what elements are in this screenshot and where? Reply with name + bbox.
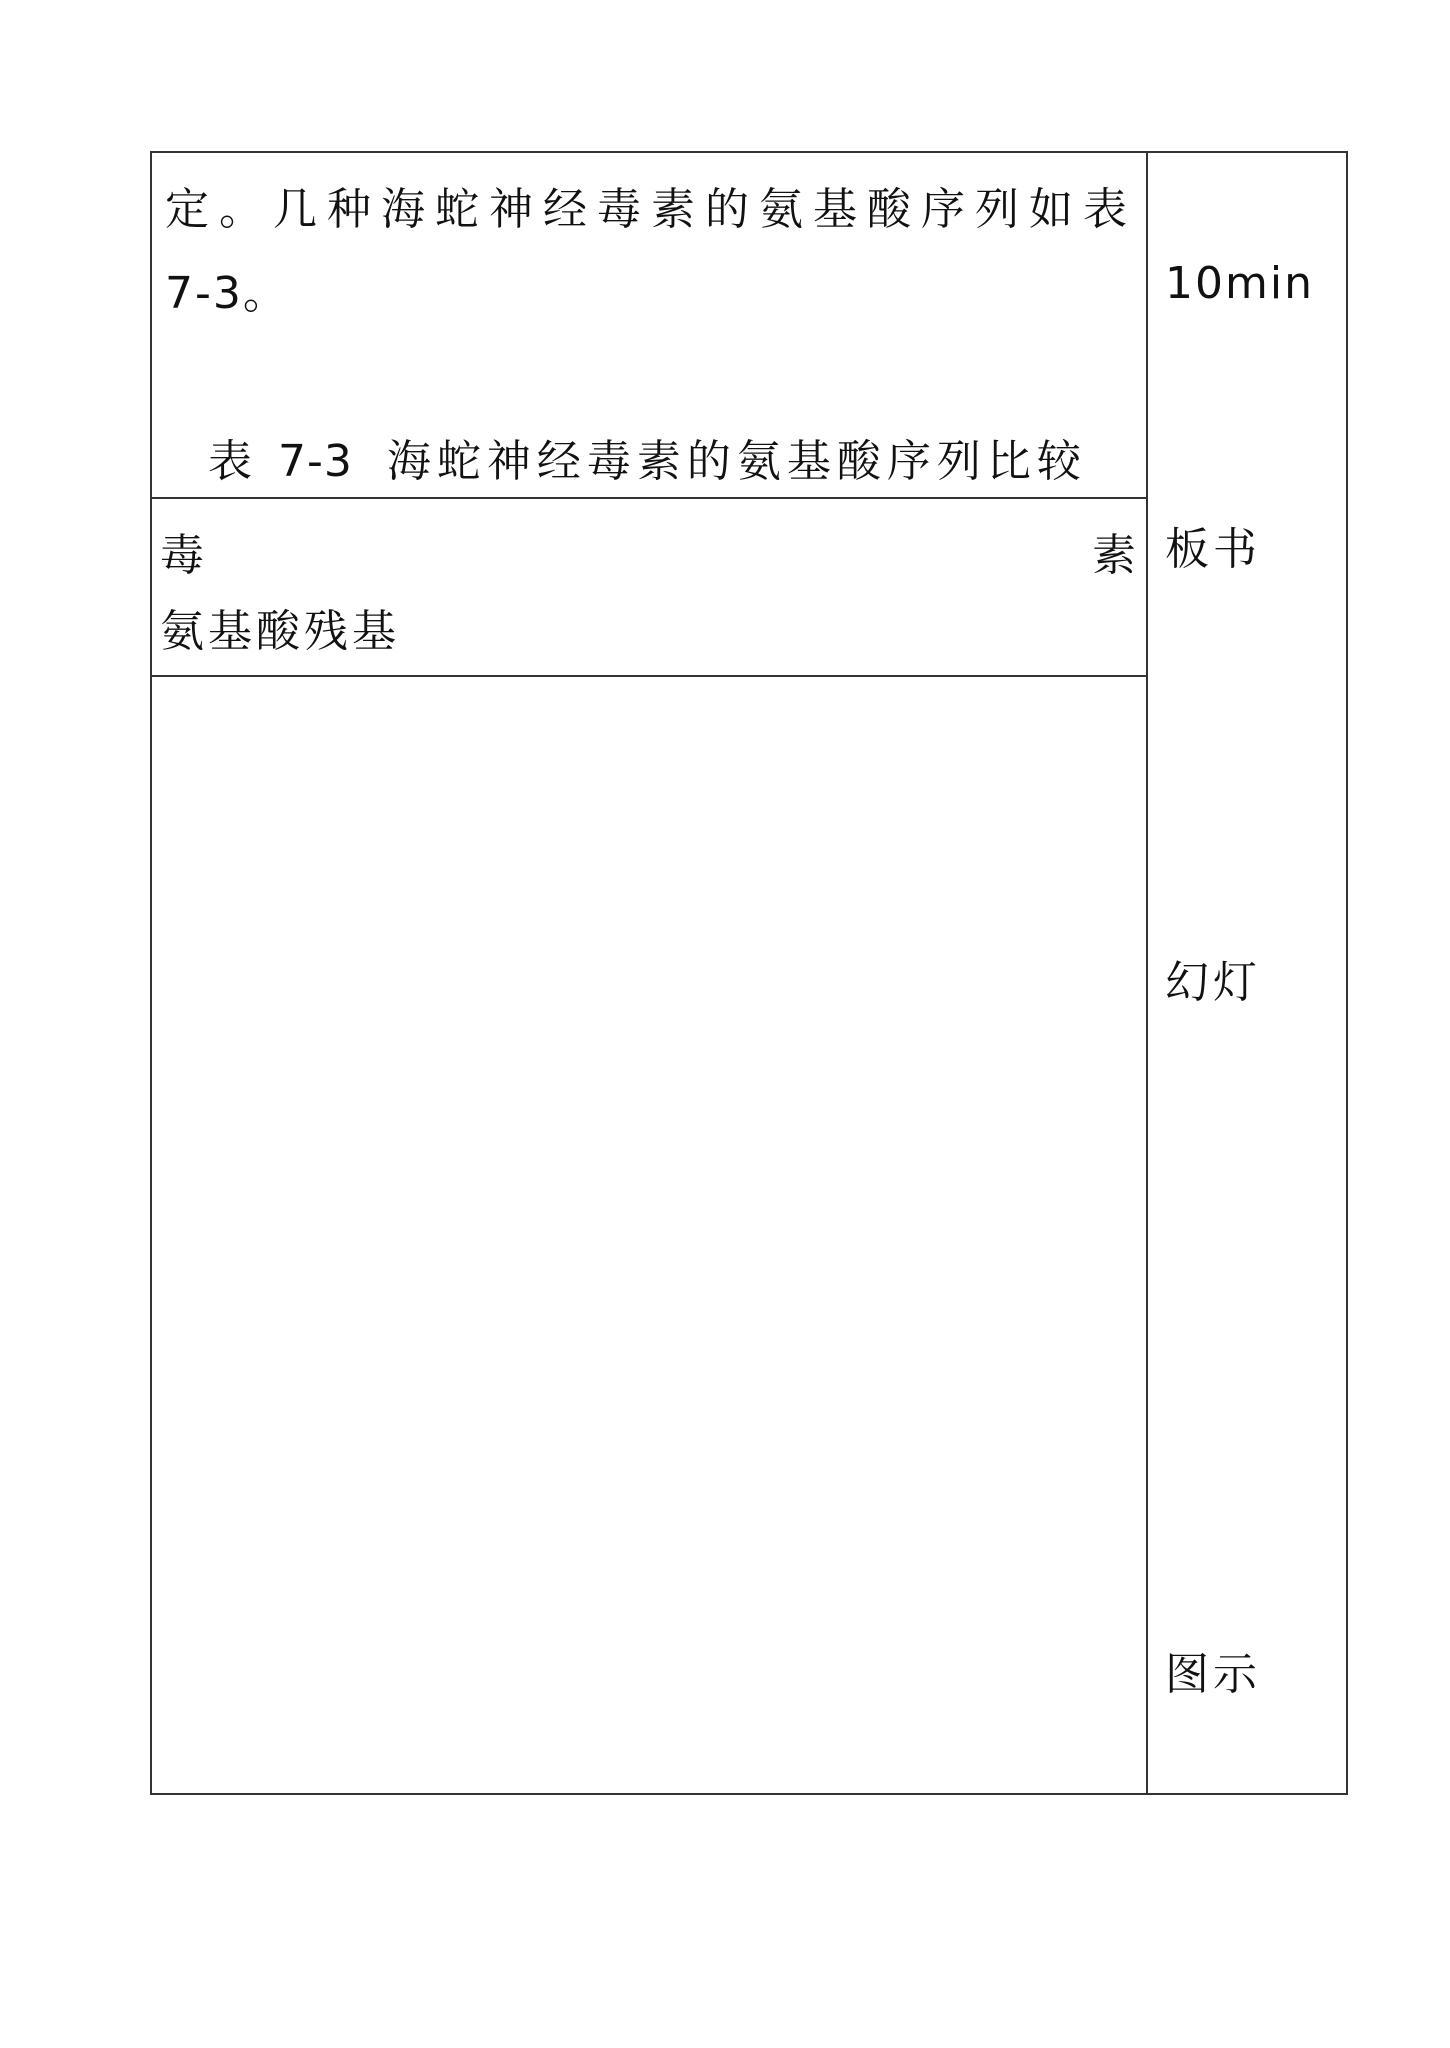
caption-prefix: 表 bbox=[208, 436, 258, 487]
header-toxin-right: 素 bbox=[1092, 530, 1136, 581]
header-toxin-left: 毒 bbox=[160, 530, 204, 581]
paragraph-end: 。 bbox=[242, 268, 297, 319]
paragraph-text: 定。几种海蛇神经毒素的氨基酸序列如表 bbox=[165, 184, 1137, 235]
table-caption bbox=[208, 425, 1087, 489]
side-note-slide: 幻灯 bbox=[1165, 957, 1261, 1008]
sequence-table-header bbox=[150, 499, 1146, 677]
header-amino-acid-residue: 氨基酸残基 bbox=[160, 606, 400, 657]
paragraph-table-ref: 7-3 bbox=[165, 268, 243, 319]
caption-title: 海蛇神经毒素的氨基酸序列比较 bbox=[386, 436, 1087, 487]
body-paragraph bbox=[165, 168, 1140, 336]
side-note-blackboard: 板书 bbox=[1165, 524, 1261, 575]
sequence-table bbox=[150, 497, 1148, 1795]
side-note-time: 10min bbox=[1165, 258, 1314, 309]
side-note-figure: 图示 bbox=[1165, 1649, 1261, 1700]
caption-number: 7-3 bbox=[278, 436, 353, 487]
sequence-table-body bbox=[150, 677, 1146, 1795]
